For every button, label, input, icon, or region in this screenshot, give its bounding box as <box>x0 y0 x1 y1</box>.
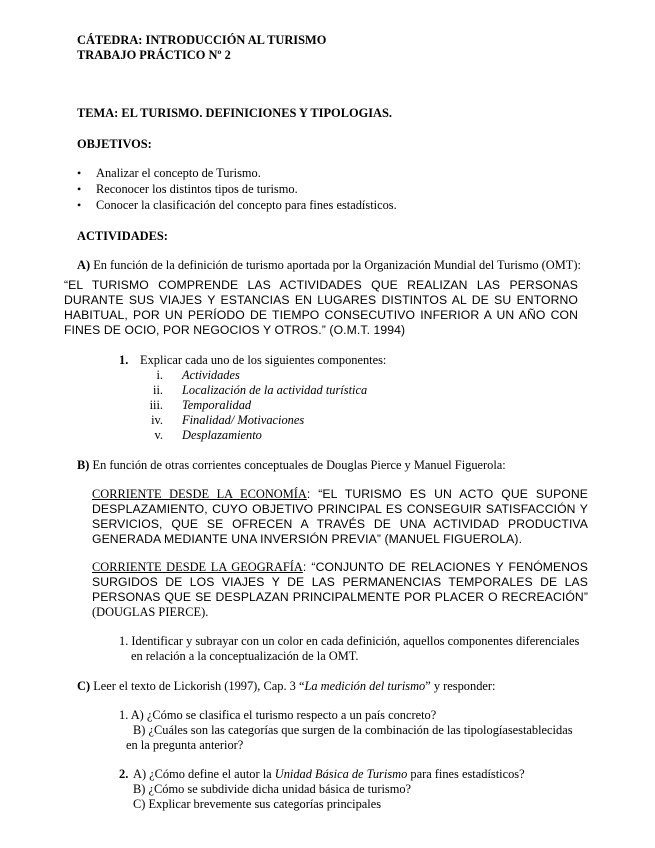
economia-line-1 <box>92 487 588 502</box>
component-number: iii. <box>149 398 163 412</box>
geografia-quote: : “CONJUNTO DE RELACIONES Y FENÓMENOS <box>302 560 588 574</box>
question-1-line: 1. A) ¿Cómo se clasifica el turismo respecto a un país concreto? <box>119 708 437 722</box>
omt-quote-line: HABITUAL, POR UN PERÍODO DE TIEMPO CONSECUTIVO INFERIOR A UN AÑO CON <box>64 308 578 322</box>
geografia-line: SURGIDOS DE LOS VIAJES Y DE LAS PERMANENCIAS TEMPORALES DE LAS <box>92 575 588 589</box>
question-2-post: para fines estadísticos? <box>407 767 525 781</box>
component-text: Actividades <box>182 368 240 382</box>
catedra-title: CÁTEDRA: INTRODUCCIÓN AL TURISMO <box>77 33 327 47</box>
task-b-line: 1. Identificar y subrayar con un color en cada definición, aquellos componentes diferenciales <box>119 634 580 648</box>
question-2-pre: A) ¿Cómo define el autor la <box>133 767 275 781</box>
component-text: Temporalidad <box>182 398 252 412</box>
geografia-line-1 <box>92 560 588 575</box>
question-2-line: C) Explicar brevemente sus categorías principales <box>133 797 382 811</box>
tema-heading: TEMA: EL TURISMO. DEFINICIONES Y TIPOLOGIAS. <box>77 106 392 120</box>
economia-line: GENERADA MEDIANTE UNA INVERSIÓN PREVIA” (MANUEL FIGUEROLA). <box>92 532 523 546</box>
question-2-italic: Unidad Básica de Turismo <box>274 767 408 781</box>
section-a-intro <box>77 258 581 273</box>
task-b-line: en relación a la conceptualización de la OMT. <box>131 649 359 663</box>
objetivo-item: Reconocer los distintos tipos de turismo. <box>96 182 298 196</box>
geografia-line: (DOUGLAS PIERCE). <box>92 605 209 619</box>
objetivos-heading: OBJETIVOS: <box>77 137 152 151</box>
question-2-number: 2. <box>119 767 129 781</box>
section-c-intro <box>77 679 495 694</box>
omt-quote-line: “EL TURISMO COMPRENDE LAS ACTIVIDADES QUE REALIZAN LAS PERSONAS <box>64 278 578 292</box>
section-a-text: En función de la definición de turismo aportada por la Organización Mundial del Turismo (OMT): <box>93 258 581 272</box>
bullet-icon: • <box>77 198 82 212</box>
geografia-line: PERSONAS QUE SE DESPLAZAN PRINCIPALMENTE POR PLACER O RECREACIÓN” <box>92 590 588 604</box>
objetivo-item: Analizar el concepto de Turismo. <box>96 166 261 180</box>
question-1-line: en la pregunta anterior? <box>126 738 244 752</box>
question-2-line <box>133 767 525 782</box>
trabajo-title: TRABAJO PRÁCTICO Nº 2 <box>77 48 231 62</box>
section-c-label: C) <box>77 679 91 693</box>
component-number: v. <box>154 428 163 442</box>
omt-quote-line: FINES DE OCIO, POR NEGOCIOS Y OTROS.” (O.M.T. 1994) <box>64 323 406 337</box>
component-number: i. <box>156 368 163 382</box>
question-1-line: B) ¿Cuáles son las categorías que surgen de la combinación de las tipologíasestablecidas <box>133 723 573 737</box>
economia-label: CORRIENTE DESDE LA ECONOMÍA <box>92 487 307 501</box>
section-b-intro <box>77 458 506 473</box>
section-c-text-pre: Leer el texto de Lickorish (1997), Cap. 3 “ <box>93 679 305 693</box>
bullet-icon: • <box>77 166 82 180</box>
economia-line: SERVICIOS, QUE SE OFRECEN A TRAVÉS DE UNA ACTIVIDAD PRODUCTIVA <box>92 517 588 531</box>
section-c-text-italic: La medición del turismo <box>304 679 426 693</box>
actividades-heading: ACTIVIDADES: <box>77 229 168 243</box>
bullet-icon: • <box>77 182 82 196</box>
objetivo-item: Conocer la clasificación del concepto para fines estadísticos. <box>96 198 397 212</box>
section-a-label: A) <box>77 258 91 272</box>
task-a-text: Explicar cada uno de los siguientes componentes: <box>140 353 387 367</box>
component-text: Desplazamiento <box>182 428 262 442</box>
task-a-number: 1. <box>119 353 129 367</box>
economia-quote: : “EL TURISMO ES UN ACTO QUE SUPONE <box>306 487 589 501</box>
component-number: iv. <box>151 413 163 427</box>
geografia-label: CORRIENTE DESDE LA GEOGRAFÍA <box>92 560 303 574</box>
section-b-label: B) <box>77 458 90 472</box>
question-2-line: B) ¿Cómo se subdivide dicha unidad básica de turismo? <box>133 782 412 796</box>
component-text: Localización de la actividad turística <box>182 383 368 397</box>
economia-line: DESPLAZAMIENTO, CUYO OBJETIVO PRINCIPAL ES CONSEGUIR SATISFACCIÓN Y <box>92 502 588 516</box>
omt-quote-line: DURANTE SUS VIAJES Y ESTANCIAS EN LUGARES DISTINTOS AL DE SU ENTORNO <box>64 293 578 307</box>
section-b-text: En función de otras corrientes conceptuales de Douglas Pierce y Manuel Figuerola: <box>92 458 506 472</box>
component-number: ii. <box>153 383 163 397</box>
component-text: Finalidad/ Motivaciones <box>182 413 305 427</box>
section-c-text-post: ” y responder: <box>425 679 496 693</box>
